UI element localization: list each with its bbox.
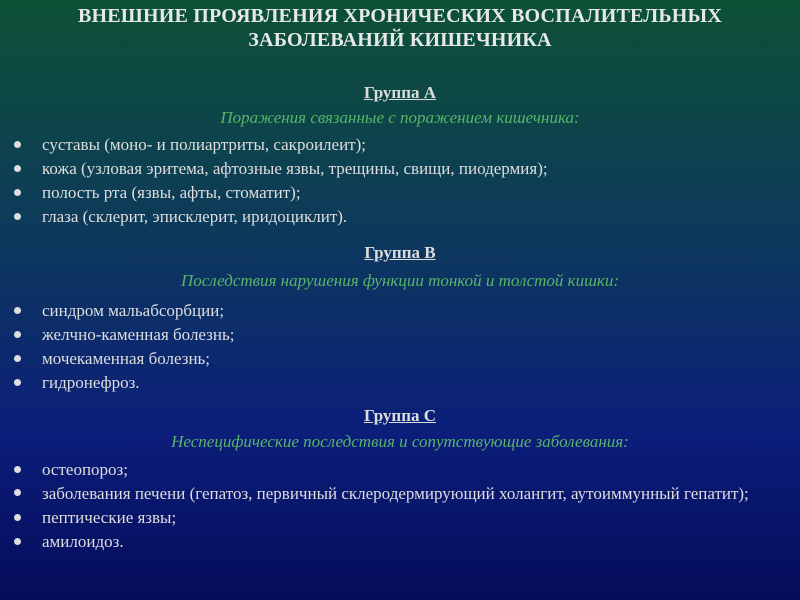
list-item-text: кожа (узловая эритема, афтозные язвы, трещины, свищи, пиодермия); bbox=[42, 159, 548, 178]
group-a-title: Группа А bbox=[363, 83, 437, 102]
list-item-text: пептические язвы; bbox=[42, 508, 177, 527]
bullet-icon bbox=[14, 514, 21, 521]
list-item bbox=[0, 205, 800, 229]
list-item-text: желчно-каменная болезнь; bbox=[42, 325, 235, 344]
list-item bbox=[0, 458, 800, 482]
list-item-text: мочекаменная болезнь; bbox=[42, 349, 211, 368]
list-item-text: суставы (моно- и полиартриты, сакроилеит); bbox=[42, 135, 366, 154]
bullet-icon bbox=[14, 355, 21, 362]
group-c-subtitle: Неспецифические последствия и сопутствующие заболевания: bbox=[171, 432, 629, 451]
list-item bbox=[0, 133, 800, 157]
bullet-icon bbox=[14, 538, 21, 545]
list-item bbox=[0, 181, 800, 205]
bullet-icon bbox=[14, 489, 21, 496]
list-item bbox=[0, 347, 800, 371]
bullet-icon bbox=[14, 141, 21, 148]
list-item-text: амилоидоз. bbox=[42, 532, 124, 551]
list-item bbox=[0, 482, 800, 506]
bullet-icon bbox=[14, 189, 21, 196]
group-c-title: Группа С bbox=[363, 406, 437, 425]
list-item-text: синдром мальабсорбции; bbox=[42, 301, 225, 320]
group-b-subtitle: Последствия нарушения функции тонкой и толстой кишки: bbox=[180, 271, 620, 290]
list-item-text: остеопороз; bbox=[42, 460, 128, 479]
bullet-icon bbox=[14, 466, 21, 473]
bullet-icon bbox=[14, 331, 21, 338]
list-item bbox=[0, 299, 800, 323]
group-c-list bbox=[0, 458, 800, 554]
bullet-icon bbox=[14, 379, 21, 386]
bullet-icon bbox=[14, 213, 21, 220]
group-b-title: Группа В bbox=[364, 243, 436, 262]
slide-title bbox=[0, 4, 800, 52]
list-item-text: заболевания печени (гепатоз, первичный склеродермирующий холангит, аутоиммунный гепатит); bbox=[42, 484, 749, 503]
group-a-list bbox=[0, 133, 800, 229]
list-item bbox=[0, 323, 800, 347]
list-item bbox=[0, 530, 800, 554]
bullet-icon bbox=[14, 307, 21, 314]
group-b-list bbox=[0, 299, 800, 395]
slide-title-line: ЗАБОЛЕВАНИЙ КИШЕЧНИКА bbox=[248, 29, 552, 51]
slide-title-line: ВНЕШНИЕ ПРОЯВЛЕНИЯ ХРОНИЧЕСКИХ ВОСПАЛИТЕЛЬНЫХ bbox=[77, 5, 723, 27]
list-item bbox=[0, 371, 800, 395]
bullet-icon bbox=[14, 165, 21, 172]
list-item-text: полость рта (язвы, афты, стоматит); bbox=[42, 183, 301, 202]
list-item-text: глаза (склерит, эписклерит, иридоциклит). bbox=[42, 207, 348, 226]
list-item bbox=[0, 157, 800, 181]
list-item-text: гидронефроз. bbox=[42, 373, 140, 392]
list-item bbox=[0, 506, 800, 530]
group-a-subtitle: Поражения связанные с поражением кишечника: bbox=[220, 108, 580, 127]
